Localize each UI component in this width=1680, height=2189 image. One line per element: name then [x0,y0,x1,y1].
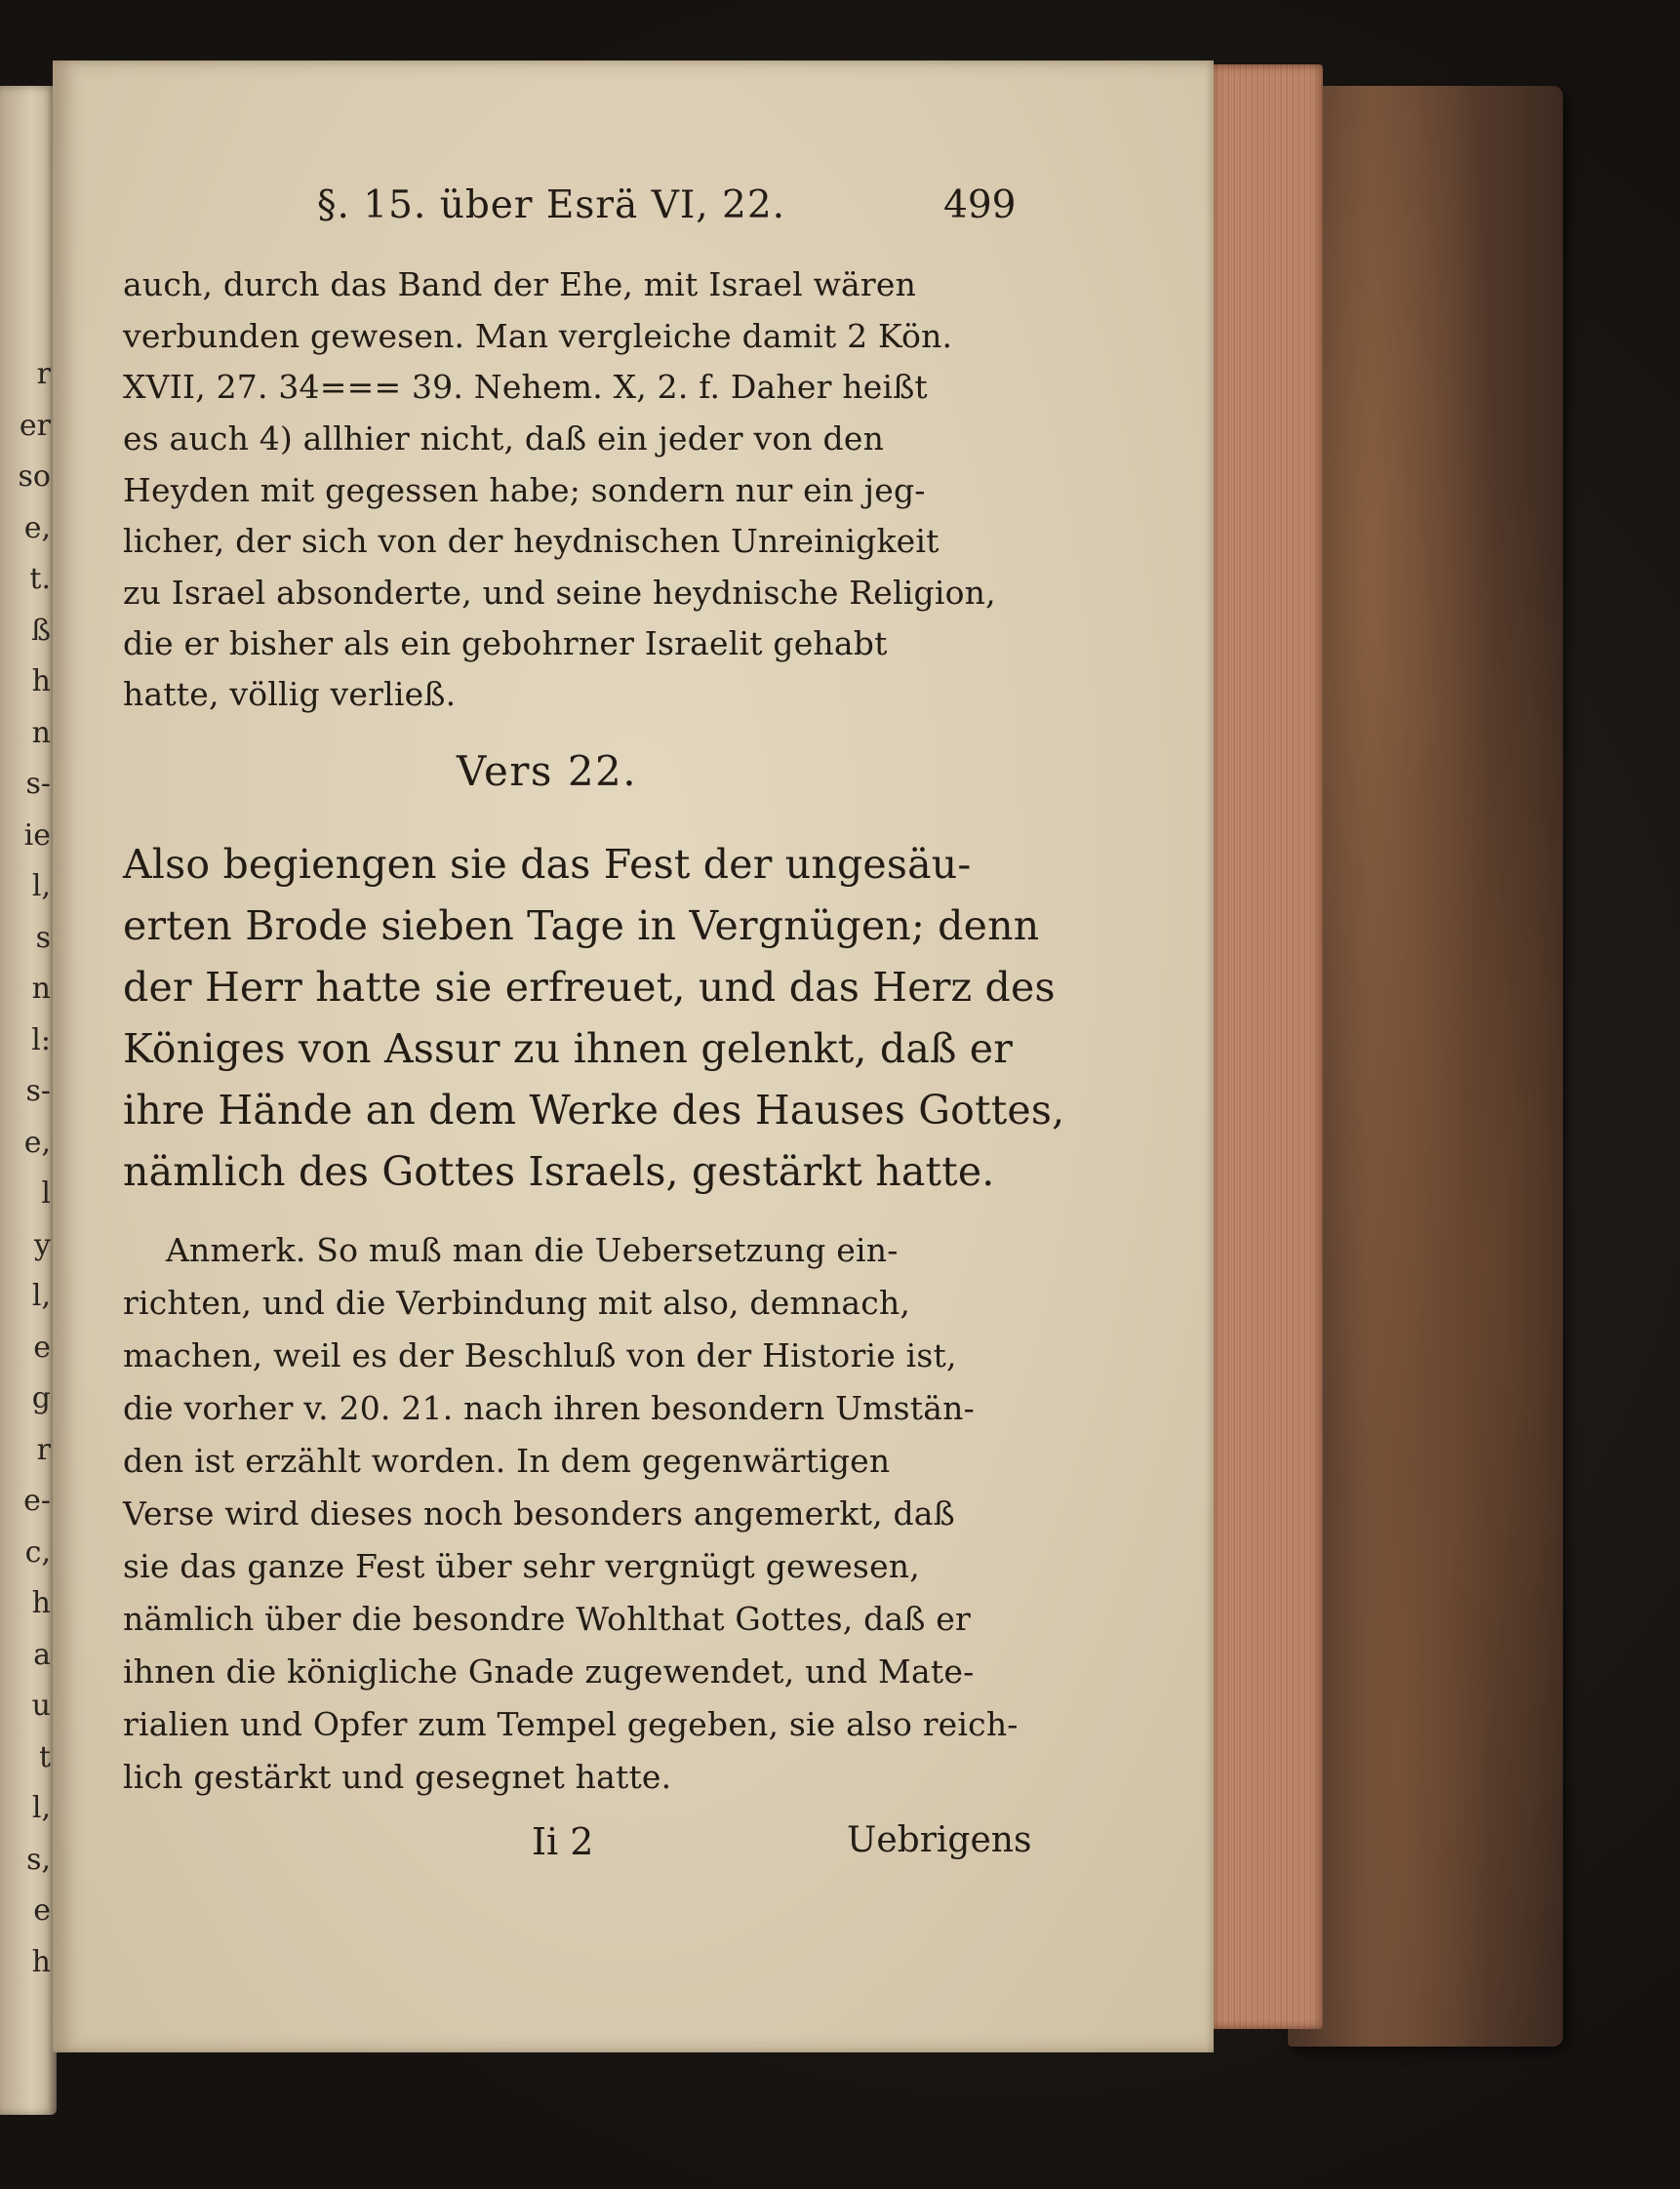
left-fragment: l: [31,1022,51,1057]
left-fragment: s- [25,767,51,801]
left-fragment: e [33,1893,51,1928]
left-fragment: e- [23,1484,51,1518]
note-line: Anmerk. So muß man die Uebersetzung ein- [166,1231,899,1269]
running-header: §. 15. über Esrä VI, 22. [317,183,786,227]
note-line: ihnen die königliche Gnade zugewendet, und Mate- [123,1652,975,1691]
signature-mark: Ii 2 [532,1820,594,1863]
note-line: Verse wird dieses noch besonders angemerkt, daß [123,1494,955,1532]
catchword: Uebrigens [847,1820,1032,1860]
page-edges [1208,64,1323,2029]
left-fragment: ß [30,613,51,648]
page-number: 499 [943,183,1017,227]
left-fragment: s- [25,1074,51,1108]
left-fragment: l, [31,1279,51,1313]
left-fragment: t. [29,562,51,596]
left-fragment: h [31,664,51,698]
verse-line: nämlich des Gottes Israels, gestärkt hatte. [123,1148,995,1195]
left-fragment: e [33,1330,51,1365]
left-fragment: y [34,1227,51,1262]
body-line: auch, durch das Band der Ehe, mit Israel wären [123,265,917,303]
verse-line: ihre Hände an dem Werke des Hauses Gottes, [123,1087,1065,1134]
left-fragment: s, [26,1842,51,1877]
note-line: machen, weil es der Beschluß von der Historie ist, [123,1336,957,1374]
verse-line: erten Brode sieben Tage in Vergnügen; denn [123,902,1040,949]
left-fragment: h [31,1944,51,1979]
body-line: verbunden gewesen. Man vergleiche damit 2 Kön. [123,317,953,355]
left-fragment: h [31,1586,51,1620]
body-line: die er bisher als ein gebohrner Israelit gehabt [123,624,888,662]
verse-line: Also begiengen sie das Fest der ungesäu- [123,841,972,888]
left-fragment: e, [23,510,51,545]
body-line: es auch 4) allhier nicht, daß ein jeder von den [123,419,885,458]
left-fragment: so [18,459,51,494]
left-fragment: e, [23,1125,51,1160]
verse-line: der Herr hatte sie erfreuet, und das Herz des [123,964,1056,1011]
left-fragment: t [38,1739,51,1774]
body-line: licher, der sich von der heydnischen Unreinigkeit [123,522,940,560]
body-line: zu Israel absonderte, und seine heydnische Religion, [123,574,996,612]
note-line: rialien und Opfer zum Tempel gegeben, sie also reich- [123,1705,1019,1743]
left-facing-page [0,86,57,2115]
left-fragment: er [19,408,51,443]
left-fragment: n [31,715,51,750]
book-back-cover [1288,86,1563,2047]
left-fragment: l, [31,869,51,903]
left-fragment: ie [23,817,51,853]
note-line: richten, und die Verbindung mit also, demnach, [123,1284,911,1322]
left-fragment: l, [31,1791,51,1825]
left-fragment: u [31,1689,51,1723]
left-page-text-fragments [2,349,51,1988]
note-line: die vorher v. 20. 21. nach ihren besondern Umstän- [123,1389,975,1427]
left-fragment: n [31,972,51,1006]
left-fragment: a [33,1637,51,1672]
note-line: nämlich über die besondre Wohlthat Gottes, daß er [123,1600,971,1638]
note-line: lich gestärkt und gesegnet hatte. [123,1758,672,1796]
note-line: den ist erzählt worden. In dem gegenwärtigen [123,1442,891,1480]
left-fragment: s [35,920,51,955]
verse-line: Königes von Assur zu ihnen gelenkt, daß er [123,1025,1014,1072]
left-fragment: l [41,1176,51,1211]
left-fragment: r [36,1432,51,1467]
note-line: sie das ganze Fest über sehr vergnügt gewesen, [123,1547,920,1585]
body-line: XVII, 27. 34=== 39. Nehem. X, 2. f. Daher heißt [123,368,928,406]
verse-heading: Vers 22. [457,747,638,795]
left-fragment: g [31,1381,51,1415]
body-line: Heyden mit gegessen habe; sondern nur ein jeg- [123,471,926,509]
body-line: hatte, völlig verließ. [123,675,457,713]
left-fragment: r [36,357,51,391]
left-fragment: c, [24,1534,51,1570]
